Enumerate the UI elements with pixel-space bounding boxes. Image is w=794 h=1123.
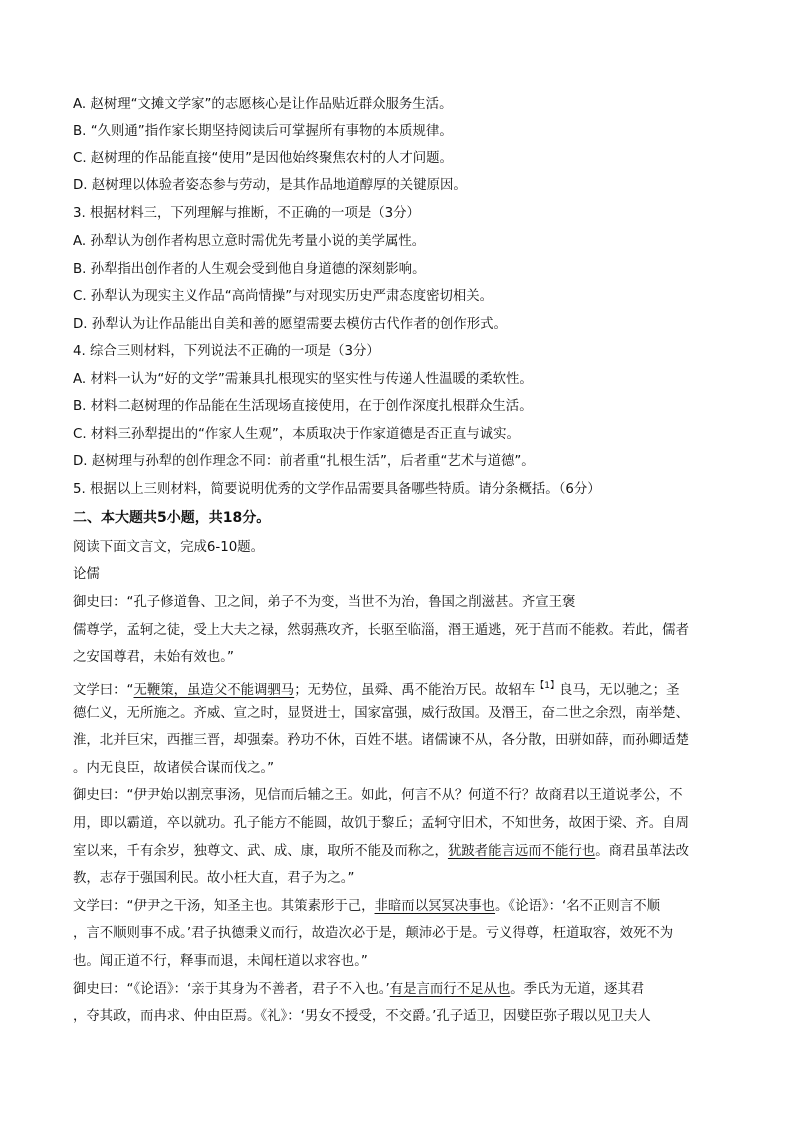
passage-text: 。季氏为无道，逐其君 xyxy=(510,982,645,997)
passage-line xyxy=(73,980,644,1000)
passage-text: 文学曰：“ xyxy=(73,683,134,698)
passage-line xyxy=(73,676,679,701)
passage-text: 。商君虽革法改 xyxy=(595,844,689,859)
passage-line: 用，即以霸道，卒以就功。孔子能方不能圆，故饥于黎丘；孟轲守旧术，不知世务，故困于梁、齐。自周 xyxy=(73,816,689,831)
passage-line: 德仁义，无所施之。齐威、宣之时，显贤进士，国家富强，威行敌国。及湣王，奋二世之余烈，南举楚、 xyxy=(73,706,689,721)
q3-option-c: C. 孙犁认为现实主义作品“高尚情操”与对现实历史严肃态度密切相关。 xyxy=(73,289,494,304)
passage-text: 御史曰：“《论语》：‘亲于其身为不善者，君子不入也。’ xyxy=(73,982,390,997)
q4-option-a: A. 材料一认为“好的文学”需兼具扎根现实的坚实性与传递人性温暖的柔软性。 xyxy=(73,372,533,387)
q2-option-b: B. “久则通”指作家长期坚持阅读后可掌握所有事物的本质规律。 xyxy=(73,124,453,139)
passage-line: ，夺其政，而冉求、仲由臣焉。《礼》：‘男女不授受，不交爵。’孔子适卫，因嬖臣弥子瑕以见卫夫人 xyxy=(73,1009,651,1024)
q5-stem: 5. 根据以上三则材料，简要说明优秀的文学作品需要具备哪些特质。请分条概括。（6分） xyxy=(73,482,601,497)
passage-text: ；无势位，虽舜、禹不能治万民。故轺车 xyxy=(294,683,536,698)
q4-option-b: B. 材料二赵树理的作品能在生活现场直接使用，在于创作深度扎根群众生活。 xyxy=(73,399,533,414)
passage-line: ，言不顺则事不成。’君子执德秉义而行，故造次必于是，颠沛必于是。亏义得尊，枉道取容，效死不为 xyxy=(73,926,674,941)
underlined-sentence: 犹跛者能言远而不能行也 xyxy=(447,844,596,859)
q4-option-d: D. 赵树理与孙犁的创作理念不同：前者重“扎根生活”，后者重“艺术与道德”。 xyxy=(73,454,535,469)
passage-text: 室以来，千有余岁，独尊文、武、成、康，取所不能及而称之， xyxy=(73,844,448,859)
q3-option-d: D. 孙犁认为让作品能出自美和善的愿望需要去模仿古代作者的创作形式。 xyxy=(73,317,507,332)
q3-stem: 3. 根据材料三，下列理解与推断，不正确的一项是（3分） xyxy=(73,206,420,221)
underlined-sentence: 无鞭策，虽造父不能调驷马 xyxy=(133,683,295,698)
passage-line: 。内无良臣，故诸侯合谋而伐之。” xyxy=(73,761,275,776)
reading-instruction: 阅读下面文言文，完成6-10题。 xyxy=(73,540,265,555)
underlined-sentence: 非暗而以冥冥决事也 xyxy=(374,899,496,914)
passage-line: 教，志存于强国利民。故小枉大直，君子为之。” xyxy=(73,871,355,886)
passage-line: 御史曰：“伊尹始以割烹事汤，见信而后辅之王。如此，何言不从？何道不行？故商君以王道说孝公，不 xyxy=(73,788,683,803)
passage-line: 之安国尊君，未始有效也。” xyxy=(73,650,234,665)
passage-line: 御史曰：“孔子修道鲁、卫之间，弟子不为变，当世不为治，鲁国之削滋甚。齐宣王褒 xyxy=(73,595,576,610)
footnote-marker: 【1】 xyxy=(535,681,559,691)
q2-option-c: C. 赵树理的作品能直接“使用”是因他始终聚焦农村的人才问题。 xyxy=(73,151,453,166)
passage-text: 良马，无以驰之；圣 xyxy=(558,683,680,698)
passage-title: 论儒 xyxy=(73,567,100,582)
q4-option-c: C. 材料三孙犁提出的“作家人生观”，本质取决于作家道德是否正直与诚实。 xyxy=(73,427,520,442)
passage-line xyxy=(73,897,660,917)
passage-line xyxy=(73,842,689,862)
section-heading: 二、本大题共5小题，共18分。 xyxy=(73,510,271,526)
passage-text: 文学曰：“伊尹之干汤，知圣主也。其策素形于己， xyxy=(73,899,375,914)
q3-option-b: B. 孙犁指出创作者的人生观会受到他自身道德的深刻影响。 xyxy=(73,262,426,277)
underlined-sentence: 有是言而行不足从也 xyxy=(389,982,511,997)
passage-line: 儒尊学，孟轲之徒，受上大夫之禄，然弱燕攻齐，长驱至临淄，湣王遁逃，死于莒而不能救。若此，儒者 xyxy=(73,623,689,638)
q3-option-a: A. 孙犁认为创作者构思立意时需优先考量小说的美学属性。 xyxy=(73,234,426,249)
passage-line: 也。闻正道不行，释事而退，未闻枉道以求容也。” xyxy=(73,954,368,969)
q2-option-a: A. 赵树理“文摊文学家”的志愿核心是让作品贴近群众服务生活。 xyxy=(73,97,453,112)
q4-stem: 4. 综合三则材料，下列说法不正确的一项是（3分） xyxy=(73,344,380,359)
passage-text: 。《论语》：‘名不正则言不顺 xyxy=(495,899,660,914)
q2-option-d: D. 赵树理以体验者姿态参与劳动，是其作品地道醇厚的关键原因。 xyxy=(73,178,467,193)
passage-line: 淮，北并巨宋，西摧三晋，却强秦。矜功不休，百姓不堪。诸儒谏不从，各分散，田骈如薛，而孙卿适楚 xyxy=(73,733,689,748)
